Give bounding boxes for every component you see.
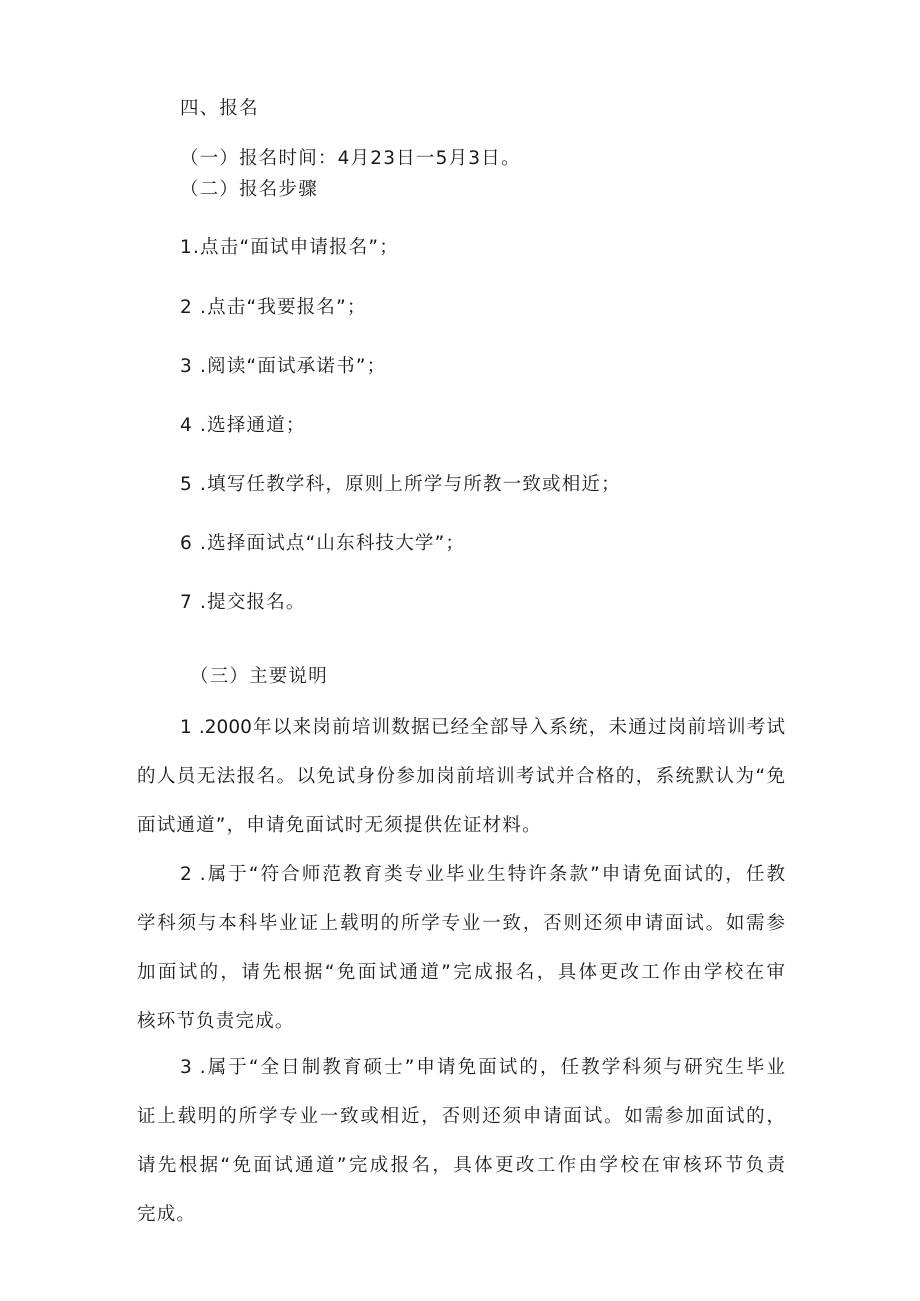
note-line: 核环节负责完成。 — [137, 1011, 295, 1032]
note-line: 3 .属于“全日制教育硕士”申请免面试的，任教学科须与研究生毕业 — [180, 1057, 785, 1078]
note-line: 1 .2000年以来岗前培训数据已经全部导入系统，未通过岗前培训考试 — [180, 717, 785, 738]
note-line: 面试通道”，申请免面试时无须提供佐证材料。 — [137, 815, 542, 836]
section-heading: 四、报名 — [180, 98, 259, 119]
note-line: 证上载明的所学专业一致或相近，否则还须申请面试。如需参加面试的， — [137, 1106, 785, 1127]
step-item: 2 .点击“我要报名”； — [180, 297, 367, 318]
note-line: 请先根据“免面试通道”完成报名，具体更改工作由学校在审核环节负责 — [137, 1155, 785, 1176]
note-line: 的人员无法报名。以免试身份参加岗前培训考试并合格的，系统默认为“免 — [137, 766, 785, 787]
step-item: 3 .阅读“面试承诺书”； — [180, 356, 387, 377]
step-item: 1.点击“面试申请报名”； — [180, 237, 399, 258]
note-line: 完成。 — [137, 1204, 197, 1225]
steps-heading: （二）报名步骤 — [180, 179, 318, 200]
step-item: 4 .选择通道； — [180, 415, 306, 436]
note-line: 加面试的，请先根据“免面试通道”完成报名，具体更改工作由学校在审 — [137, 962, 785, 983]
step-item: 7 .提交报名。 — [180, 592, 306, 613]
step-item: 5 .填写任教学科，原则上所学与所教一致或相近； — [180, 474, 621, 495]
step-item: 6 .选择面试点“山东科技大学”； — [180, 533, 466, 554]
registration-time: （一）报名时间：4月23日一5月3日。 — [180, 148, 521, 169]
note-line: 学科须与本科毕业证上载明的所学专业一致，否则还须申请面试。如需参 — [137, 913, 785, 934]
notes-heading: （三）主要说明 — [190, 666, 328, 687]
note-line: 2 .属于“符合师范教育类专业毕业生特许条款”申请免面试的，任教 — [180, 864, 785, 885]
